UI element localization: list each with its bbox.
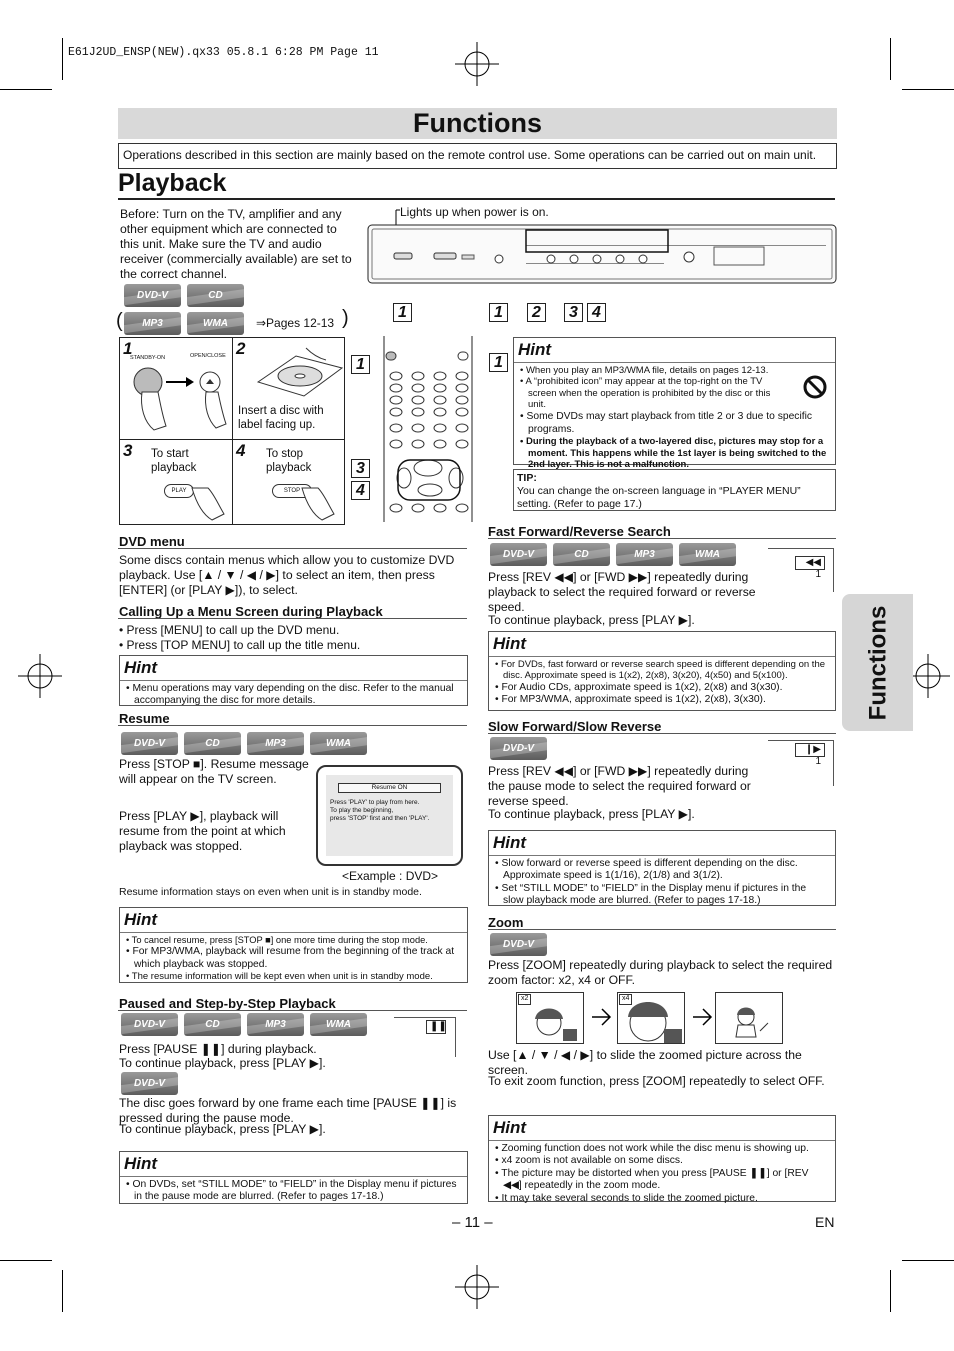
file-header: E61J2UD_ENSP(NEW).qx33 05.8.1 6:28 PM Page 11	[68, 46, 379, 59]
hint-item: • Slow forward or reverse speed is different depending on the disc. Approximate speed is 1(1/16), 2(1/8) and 3(1/2).	[495, 858, 829, 883]
zoom-badges	[490, 933, 553, 960]
lights-label: Lights up when power is on.	[400, 205, 549, 219]
slow-text: Press [REV ◀◀] or [FWD ▶▶] repeatedly during the pause mode to select the required forward or reverse speed.	[488, 764, 751, 808]
tip-label: TIP:	[517, 472, 537, 484]
remote-callout: 1	[351, 355, 370, 374]
hint-main	[513, 337, 836, 471]
badge-cd: CD	[184, 1013, 241, 1036]
stop-button-illustration: STOP	[272, 484, 312, 498]
crop-mark	[0, 1260, 52, 1261]
bracket-left: (	[116, 310, 123, 332]
resume-p1: Press [STOP ■]. Resume message will appear on the TV screen.	[119, 757, 309, 786]
zoom-off-frame	[715, 992, 783, 1044]
hint-resume	[119, 907, 468, 983]
bracket-right: )	[342, 307, 349, 329]
badge-wma: WMA	[187, 312, 244, 335]
tv-screen-example	[316, 765, 463, 866]
badge-cd: CD	[553, 543, 610, 566]
slow-display: ❙▶ 1	[795, 743, 825, 757]
ff-badges	[490, 543, 742, 570]
registration-mark-top	[455, 42, 499, 86]
hint-menu	[119, 655, 468, 706]
page-number: – 11 –	[452, 1214, 493, 1231]
steps-grid	[119, 337, 345, 525]
divider	[118, 548, 467, 549]
hint-item: • Zooming function does not work while the disc menu is showing up.	[495, 1143, 829, 1156]
badge-wma: WMA	[310, 732, 367, 755]
zoom-face-x4	[620, 997, 684, 1044]
hint-item: • To cancel resume, press [STOP ■] one more time during the stop mode.	[126, 935, 461, 946]
crop-mark	[890, 38, 891, 80]
hint-item: • For MP3/WMA, playback will resume from the beginning of the track at which playback was stopped.	[126, 946, 461, 971]
player-callout: 4	[587, 303, 606, 322]
hint-item: • The picture may be distorted when you press [PAUSE ❚❚] or [REV ◀◀] repeatedly in the zoom mode.	[495, 1168, 829, 1193]
arrow-icon	[590, 1006, 612, 1028]
hint-item: • A “prohibited icon” may appear at the top-right on the TV screen when the operation is prohibited by the disc or this unit.	[520, 376, 829, 411]
hint-title: Hint	[514, 340, 835, 363]
step-number: 3	[123, 441, 133, 460]
disc-tray-illustration	[256, 344, 344, 402]
divider	[118, 618, 467, 619]
hint-paused	[119, 1151, 468, 1204]
crop-mark	[902, 1260, 954, 1261]
before-text: Before: Turn on the TV, amplifier and any other equipment which are connected to this unit. Make sure the TV and audio receiver (commercially available) are set to the correct channel.	[120, 207, 352, 281]
step3-text: To start playback	[151, 448, 197, 475]
badge-dvd: DVD-V	[124, 284, 181, 307]
zoom-x2-frame	[516, 992, 584, 1044]
badge-wma: WMA	[310, 1013, 367, 1036]
step4-text: To stop playback	[266, 448, 312, 475]
hint-title: Hint	[120, 658, 467, 681]
resume-screen-title: Resume ON	[338, 783, 441, 793]
hint-item: • It may take several seconds to slide the zoomed picture.	[495, 1193, 829, 1206]
badge-cd: CD	[184, 732, 241, 755]
badge-dvd: DVD-V	[490, 737, 547, 760]
badge-dvd: DVD-V	[490, 543, 547, 566]
calling-item: • Press [MENU] to call up the DVD menu.	[119, 623, 340, 637]
remote-callout: 3	[351, 459, 370, 478]
hint-item: • For MP3/WMA, approximate speed is 1(x2), 2(x8), 3(x30).	[495, 694, 829, 707]
hint-title: Hint	[489, 634, 835, 657]
hint-item: • For Audio CDs, approximate speed is 1(x2), 2(x8) and 3(x30).	[495, 682, 829, 695]
resume-heading: Resume	[119, 711, 170, 726]
hint-item: • Set “STILL MODE” to “FIELD” in the Display menu if pictures in the slow playback mode are blurred. (Refer to pages 17-18.)	[495, 883, 829, 908]
player-callout: 1	[489, 303, 508, 322]
resume-screen-line: press 'STOP' first and then 'PLAY'.	[330, 814, 430, 822]
side-tab-label: Functions	[863, 605, 891, 720]
calling-menu-heading: Calling Up a Menu Screen during Playback	[119, 604, 383, 619]
badge-mp3: MP3	[247, 732, 304, 755]
hint-title: Hint	[489, 833, 835, 856]
zoom-use-text: Use [▲ / ▼ / ◀ / ▶] to slide the zoomed picture across the screen.	[488, 1048, 802, 1077]
remote-callout: 4	[351, 481, 370, 500]
badge-row-2	[124, 312, 250, 339]
zoom-x4-frame	[617, 992, 685, 1044]
crop-mark	[0, 89, 52, 90]
zoom-x2-label: x2	[518, 994, 531, 1005]
section-title: Playback	[118, 169, 227, 197]
crop-mark	[62, 1270, 63, 1312]
ff-display: ◀◀ 1	[795, 556, 825, 570]
intro-box: Operations described in this section are mainly based on the remote control use. Some operations can be carried out on main unit.	[118, 143, 837, 169]
section-rule	[118, 198, 835, 200]
hint-item: • When you play an MP3/WMA file, details on pages 12-13.	[520, 365, 829, 377]
hint-title: Hint	[120, 1154, 467, 1177]
tip-text: You can change the on-screen language in “PLAYER MENU” setting. (Refer to page 17.)	[517, 484, 801, 510]
badge-dvd: DVD-V	[121, 1072, 178, 1095]
hint-zoom	[488, 1115, 836, 1202]
badge-dvd: DVD-V	[121, 1013, 178, 1036]
ff-text: Press [REV ◀◀] or [FWD ▶▶] repeatedly during playback to select the required forward or reverse speed.	[488, 570, 756, 614]
ff-heading: Fast Forward/Reverse Search	[488, 524, 671, 539]
badge-mp3: MP3	[247, 1013, 304, 1036]
slow-badges	[490, 737, 553, 764]
paused-heading: Paused and Step-by-Step Playback	[119, 996, 336, 1011]
standby-label: STANDBY-ON	[130, 355, 166, 361]
badge-wma: WMA	[679, 543, 736, 566]
badge-mp3: MP3	[616, 543, 673, 566]
player-callout: 3	[564, 303, 583, 322]
resume-note: Resume information stays on even when unit is in standby mode.	[119, 886, 422, 898]
zoom-face-x2	[523, 999, 579, 1044]
badge-dvd: DVD-V	[490, 933, 547, 956]
step-number: 2	[236, 339, 246, 358]
badge-mp3: MP3	[124, 312, 181, 335]
paused-p2b: To continue playback, press [PLAY ▶].	[119, 1122, 326, 1136]
badge-dvd: DVD-V	[121, 732, 178, 755]
hint-item: • For DVDs, fast forward or reverse search speed is different depending on the disc. Approximate speed is 1(x2), 2(x8), 3(x20), 4(x50) and 5(x100).	[495, 659, 829, 682]
hint-item: • On DVDs, set “STILL MODE” to “FIELD” in the Display menu if pictures in the pause mode are blurred. (Refer to pages 17-18.)	[126, 1179, 461, 1204]
open-close-label: OPEN/CLOSE	[190, 353, 226, 359]
zoom-text: Press [ZOOM] repeatedly during playback to select the required zoom factor: x2, x4 or OFF.	[488, 958, 833, 987]
prohibited-icon	[802, 374, 828, 400]
resume-screen-line: Press 'PLAY' to play from here.	[330, 798, 420, 806]
divider	[488, 538, 836, 539]
zoom-exit-text: To exit zoom function, press [ZOOM] repeatedly to select OFF.	[488, 1074, 825, 1088]
hint-slow	[488, 830, 836, 906]
paused-badges	[121, 1013, 373, 1040]
resume-p2: Press [PLAY ▶], playback will resume from the point at which playback was stopped.	[119, 809, 286, 853]
tip-box	[513, 469, 836, 511]
remote-callout: 1	[489, 353, 508, 372]
step2-text: Insert a disc with label facing up.	[238, 405, 324, 432]
paused-p1b: To continue playback, press [PLAY ▶].	[119, 1056, 326, 1070]
display-frame	[768, 548, 834, 592]
resume-badges	[121, 732, 373, 759]
badge-row-1	[124, 284, 250, 311]
resume-screen-line: To play the beginning,	[330, 806, 394, 814]
hint-item: • Some DVDs may start playback from title 2 or 3 due to specific programs.	[520, 411, 829, 436]
zoom-x4-label: x4	[619, 994, 632, 1005]
dvd-player-illustration	[366, 205, 841, 289]
play-button-illustration: PLAY	[164, 484, 194, 498]
arrow-icon	[691, 1006, 713, 1028]
remote-control-illustration	[376, 336, 480, 522]
divider	[118, 725, 467, 726]
calling-item: • Press [TOP MENU] to call up the title menu.	[119, 638, 361, 652]
page-title: Functions	[118, 108, 837, 139]
player-callout: 1	[393, 303, 412, 322]
divider	[488, 929, 836, 930]
hint-ff	[488, 631, 836, 711]
hint-item: • The resume information will be kept even when unit is in standby mode.	[126, 971, 461, 983]
pages-ref: ⇒Pages 12-13	[256, 316, 335, 330]
registration-mark-bottom	[455, 1265, 499, 1309]
badge-cd: CD	[187, 284, 244, 307]
crop-mark	[902, 89, 954, 90]
hint-item: • Menu operations may vary depending on the disc. Refer to the manual accompanying the disc for more details.	[126, 683, 461, 708]
hint-item: • During the playback of a two-layered disc, pictures may stop for a moment. This happens while the 1st layer is being switched to the 2nd layer. This is not a malfunction.	[520, 436, 829, 471]
slow-heading: Slow Forward/Slow Reverse	[488, 719, 662, 734]
step-number: 4	[236, 441, 246, 460]
side-tab-functions	[842, 594, 913, 731]
hand-icon	[188, 484, 228, 522]
paused-p2: The disc goes forward by one frame each time [PAUSE ❚❚] is pressed during the pause mode.	[119, 1096, 457, 1125]
player-callout: 2	[527, 303, 546, 322]
example-label: <Example : DVD>	[342, 869, 439, 883]
registration-mark-left	[18, 654, 62, 698]
pause-display: ❚❚	[426, 1020, 446, 1034]
crop-mark	[890, 1270, 891, 1312]
step1-illustration	[130, 362, 230, 438]
language-label: EN	[815, 1214, 835, 1230]
dvd-menu-text: Some discs contain menus which allow you to customize DVD playback. Use [▲ / ▼ / ◀ / ▶] to select an item, then press [ENTER] (or [PLAY ▶]), to select.	[119, 553, 455, 597]
hand-icon	[298, 484, 338, 522]
calling-item-text: Press [MENU] to call up the DVD menu.	[126, 623, 340, 637]
paused-badge-dvd	[121, 1072, 184, 1099]
hint-title: Hint	[489, 1118, 835, 1141]
calling-item-text: Press [TOP MENU] to call up the title menu.	[126, 638, 361, 652]
crop-mark	[62, 38, 63, 80]
step-number: 1	[123, 339, 133, 358]
dvd-menu-heading: DVD menu	[119, 534, 185, 549]
zoom-face-off	[730, 1001, 774, 1041]
divider	[488, 733, 836, 734]
slow-text2: To continue playback, press [PLAY ▶].	[488, 807, 695, 821]
zoom-heading: Zoom	[488, 915, 524, 930]
hint-title: Hint	[120, 910, 467, 933]
divider	[118, 1010, 467, 1011]
hint-item: • x4 zoom is not available on some discs.	[495, 1155, 829, 1168]
ff-text2: To continue playback, press [PLAY ▶].	[488, 613, 695, 627]
paused-p1: Press [PAUSE ❚❚] during playback.	[119, 1042, 317, 1056]
